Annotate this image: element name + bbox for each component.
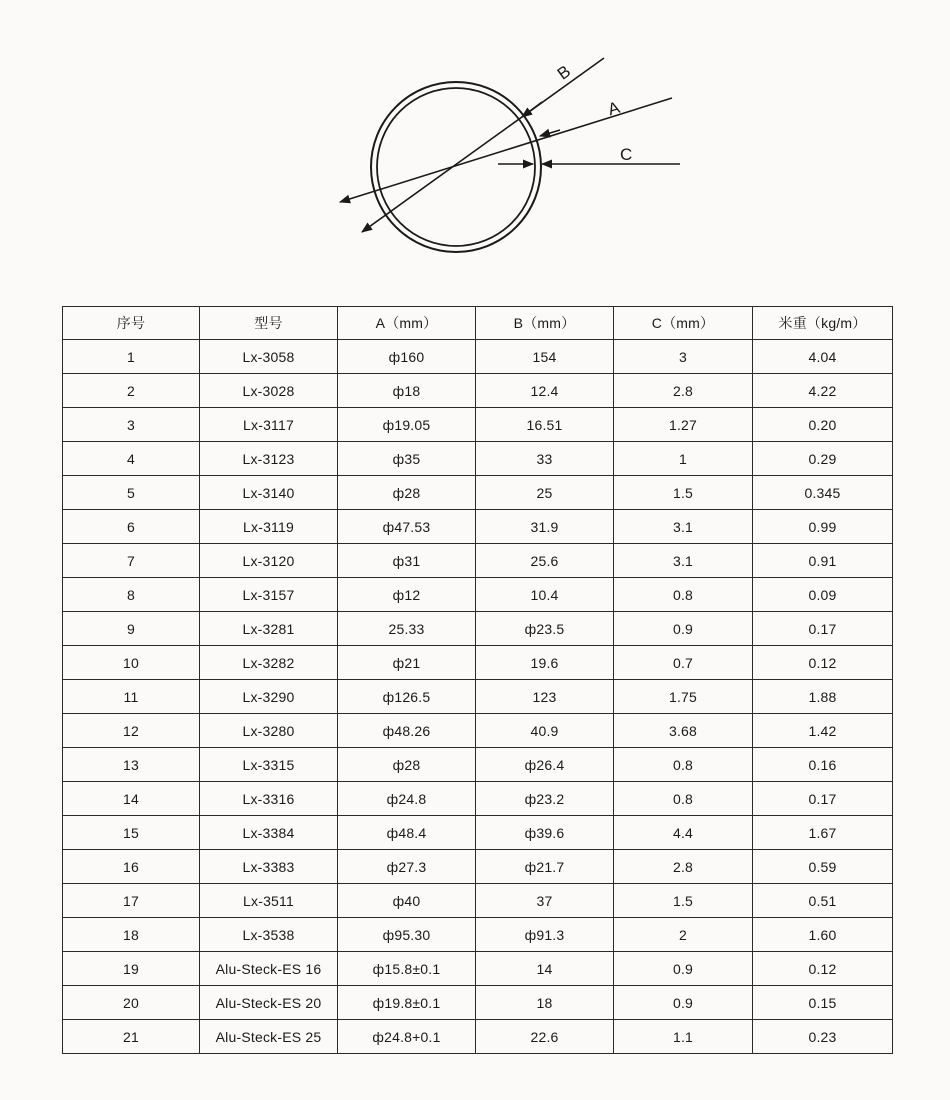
tube-diagram-svg — [320, 40, 720, 270]
dimension-c-cell: 1.27 — [614, 408, 753, 442]
table-row — [63, 544, 893, 578]
dimension-c-cell: 2.8 — [614, 374, 753, 408]
table-row — [63, 986, 893, 1020]
dimension-a-cell: ф28 — [338, 476, 476, 510]
dimension-a-cell: 25.33 — [338, 612, 476, 646]
header-weight-per-meter: 米重（kg/m） — [753, 307, 893, 340]
serial-no-cell: 10 — [63, 646, 200, 680]
weight-cell: 0.59 — [753, 850, 893, 884]
table-row — [63, 952, 893, 986]
model-cell: Lx-3538 — [200, 918, 338, 952]
weight-cell: 0.15 — [753, 986, 893, 1020]
weight-cell: 0.29 — [753, 442, 893, 476]
header-dimension-a: A（mm） — [338, 307, 476, 340]
table-row — [63, 816, 893, 850]
serial-no-cell: 17 — [63, 884, 200, 918]
serial-no-cell: 3 — [63, 408, 200, 442]
weight-cell: 0.16 — [753, 748, 893, 782]
dimension-a-cell: ф28 — [338, 748, 476, 782]
dimension-b-cell: ф39.6 — [476, 816, 614, 850]
dimension-b-cell: ф23.2 — [476, 782, 614, 816]
dimension-a-cell: ф19.8±0.1 — [338, 986, 476, 1020]
dimension-c-cell: 3 — [614, 340, 753, 374]
dimension-c-cell: 1 — [614, 442, 753, 476]
dimension-b-cell: 14 — [476, 952, 614, 986]
weight-cell: 0.12 — [753, 952, 893, 986]
table-row — [63, 612, 893, 646]
tube-cross-section-diagram — [320, 40, 720, 270]
weight-cell: 0.17 — [753, 612, 893, 646]
dimension-b-arrow-tip — [522, 102, 542, 117]
table-row — [63, 340, 893, 374]
serial-no-cell: 2 — [63, 374, 200, 408]
weight-cell: 0.345 — [753, 476, 893, 510]
dimension-c-cell: 0.8 — [614, 578, 753, 612]
dimension-b-cell: 25.6 — [476, 544, 614, 578]
dimension-b-cell: 22.6 — [476, 1020, 614, 1054]
serial-no-cell: 14 — [63, 782, 200, 816]
model-cell: Lx-3028 — [200, 374, 338, 408]
model-cell: Lx-3157 — [200, 578, 338, 612]
serial-no-cell: 4 — [63, 442, 200, 476]
dimension-c-cell: 0.7 — [614, 646, 753, 680]
dimension-c-cell: 1.5 — [614, 884, 753, 918]
tube-outer-ring — [371, 82, 541, 252]
model-cell: Lx-3383 — [200, 850, 338, 884]
tube-inner-ring — [377, 88, 535, 246]
model-cell: Lx-3140 — [200, 476, 338, 510]
dimension-a-cell: ф48.4 — [338, 816, 476, 850]
model-cell: Lx-3117 — [200, 408, 338, 442]
table-row — [63, 714, 893, 748]
dimension-b-cell: ф23.5 — [476, 612, 614, 646]
dimension-c-cell: 0.9 — [614, 952, 753, 986]
serial-no-cell: 20 — [63, 986, 200, 1020]
dimension-b-cell: 37 — [476, 884, 614, 918]
dimension-b-cell: 10.4 — [476, 578, 614, 612]
table-row — [63, 578, 893, 612]
serial-no-cell: 13 — [63, 748, 200, 782]
dimension-a-cell: ф48.26 — [338, 714, 476, 748]
dimension-a-cell: ф21 — [338, 646, 476, 680]
table-row — [63, 476, 893, 510]
dimension-c-cell: 0.9 — [614, 612, 753, 646]
label-a: A — [605, 97, 623, 120]
dimension-a-cell: ф24.8 — [338, 782, 476, 816]
model-cell: Lx-3058 — [200, 340, 338, 374]
model-cell: Lx-3282 — [200, 646, 338, 680]
weight-cell: 4.04 — [753, 340, 893, 374]
header-dimension-c: C（mm） — [614, 307, 753, 340]
serial-no-cell: 9 — [63, 612, 200, 646]
weight-cell: 0.09 — [753, 578, 893, 612]
model-cell: Lx-3316 — [200, 782, 338, 816]
dimension-b-cell: 31.9 — [476, 510, 614, 544]
weight-cell: 0.20 — [753, 408, 893, 442]
weight-cell: 0.23 — [753, 1020, 893, 1054]
dimension-a-cell: ф12 — [338, 578, 476, 612]
serial-no-cell: 6 — [63, 510, 200, 544]
table-body — [63, 340, 893, 1054]
dimension-a-cell: ф95.30 — [338, 918, 476, 952]
serial-no-cell: 18 — [63, 918, 200, 952]
table-row — [63, 646, 893, 680]
weight-cell: 4.22 — [753, 374, 893, 408]
header-dimension-b: B（mm） — [476, 307, 614, 340]
dimension-a-cell: ф47.53 — [338, 510, 476, 544]
weight-cell: 0.17 — [753, 782, 893, 816]
dimension-c-cell: 0.9 — [614, 986, 753, 1020]
dimension-a-cell: ф31 — [338, 544, 476, 578]
dimension-c-cell: 2 — [614, 918, 753, 952]
dimension-a-arrow-tip — [540, 130, 560, 136]
dimension-c-cell: 0.8 — [614, 782, 753, 816]
dimension-b-cell: 18 — [476, 986, 614, 1020]
weight-cell: 0.99 — [753, 510, 893, 544]
dimension-b-cell: ф26.4 — [476, 748, 614, 782]
dimension-c-cell: 3.1 — [614, 510, 753, 544]
model-cell: Lx-3384 — [200, 816, 338, 850]
model-cell: Lx-3281 — [200, 612, 338, 646]
dimension-line-b — [362, 58, 604, 232]
dimension-c-cell: 3.1 — [614, 544, 753, 578]
model-cell: Alu-Steck-ES 16 — [200, 952, 338, 986]
table-row — [63, 918, 893, 952]
table-row — [63, 884, 893, 918]
table-row — [63, 374, 893, 408]
header-serial-no: 序号 — [63, 307, 200, 340]
dimension-b-cell: 12.4 — [476, 374, 614, 408]
dimension-b-cell: 123 — [476, 680, 614, 714]
dimension-a-cell: ф35 — [338, 442, 476, 476]
dimension-b-cell: 40.9 — [476, 714, 614, 748]
dimension-b-cell: ф21.7 — [476, 850, 614, 884]
dimension-b-cell: 19.6 — [476, 646, 614, 680]
tube-spec-table — [62, 306, 893, 1054]
weight-cell: 1.60 — [753, 918, 893, 952]
dimension-c-cell: 1.75 — [614, 680, 753, 714]
dimension-b-cell: ф91.3 — [476, 918, 614, 952]
serial-no-cell: 12 — [63, 714, 200, 748]
table-row — [63, 510, 893, 544]
dimension-a-cell: ф15.8±0.1 — [338, 952, 476, 986]
serial-no-cell: 7 — [63, 544, 200, 578]
dimension-a-cell: ф27.3 — [338, 850, 476, 884]
weight-cell: 0.91 — [753, 544, 893, 578]
model-cell: Alu-Steck-ES 20 — [200, 986, 338, 1020]
table-row — [63, 1020, 893, 1054]
model-cell: Lx-3280 — [200, 714, 338, 748]
dimension-c-cell: 3.68 — [614, 714, 753, 748]
weight-cell: 1.42 — [753, 714, 893, 748]
dimension-c-cell: 2.8 — [614, 850, 753, 884]
weight-cell: 1.67 — [753, 816, 893, 850]
table-row — [63, 782, 893, 816]
dimension-b-cell: 25 — [476, 476, 614, 510]
model-cell: Lx-3123 — [200, 442, 338, 476]
dimension-c-cell: 1.5 — [614, 476, 753, 510]
table-row — [63, 408, 893, 442]
dimension-a-cell: ф40 — [338, 884, 476, 918]
serial-no-cell: 19 — [63, 952, 200, 986]
dimension-a-cell: ф126.5 — [338, 680, 476, 714]
model-cell: Lx-3120 — [200, 544, 338, 578]
serial-no-cell: 15 — [63, 816, 200, 850]
dimension-a-cell: ф24.8+0.1 — [338, 1020, 476, 1054]
label-c: C — [620, 145, 633, 164]
dimension-a-cell: ф160 — [338, 340, 476, 374]
model-cell: Lx-3315 — [200, 748, 338, 782]
dimension-c-cell: 1.1 — [614, 1020, 753, 1054]
table-row — [63, 680, 893, 714]
dimension-b-cell: 33 — [476, 442, 614, 476]
label-b: B — [553, 61, 575, 84]
dimension-b-cell: 16.51 — [476, 408, 614, 442]
header-model: 型号 — [200, 307, 338, 340]
table-row — [63, 748, 893, 782]
dimension-c-cell: 0.8 — [614, 748, 753, 782]
serial-no-cell: 21 — [63, 1020, 200, 1054]
weight-cell: 0.12 — [753, 646, 893, 680]
table-row — [63, 850, 893, 884]
model-cell: Lx-3290 — [200, 680, 338, 714]
dimension-a-cell: ф18 — [338, 374, 476, 408]
model-cell: Lx-3511 — [200, 884, 338, 918]
table-header-row — [63, 307, 893, 340]
model-cell: Lx-3119 — [200, 510, 338, 544]
weight-cell: 0.51 — [753, 884, 893, 918]
serial-no-cell: 16 — [63, 850, 200, 884]
dimension-b-cell: 154 — [476, 340, 614, 374]
serial-no-cell: 5 — [63, 476, 200, 510]
table-row — [63, 442, 893, 476]
serial-no-cell: 1 — [63, 340, 200, 374]
dimension-a-cell: ф19.05 — [338, 408, 476, 442]
weight-cell: 1.88 — [753, 680, 893, 714]
serial-no-cell: 11 — [63, 680, 200, 714]
serial-no-cell: 8 — [63, 578, 200, 612]
model-cell: Alu-Steck-ES 25 — [200, 1020, 338, 1054]
dimension-c-cell: 4.4 — [614, 816, 753, 850]
